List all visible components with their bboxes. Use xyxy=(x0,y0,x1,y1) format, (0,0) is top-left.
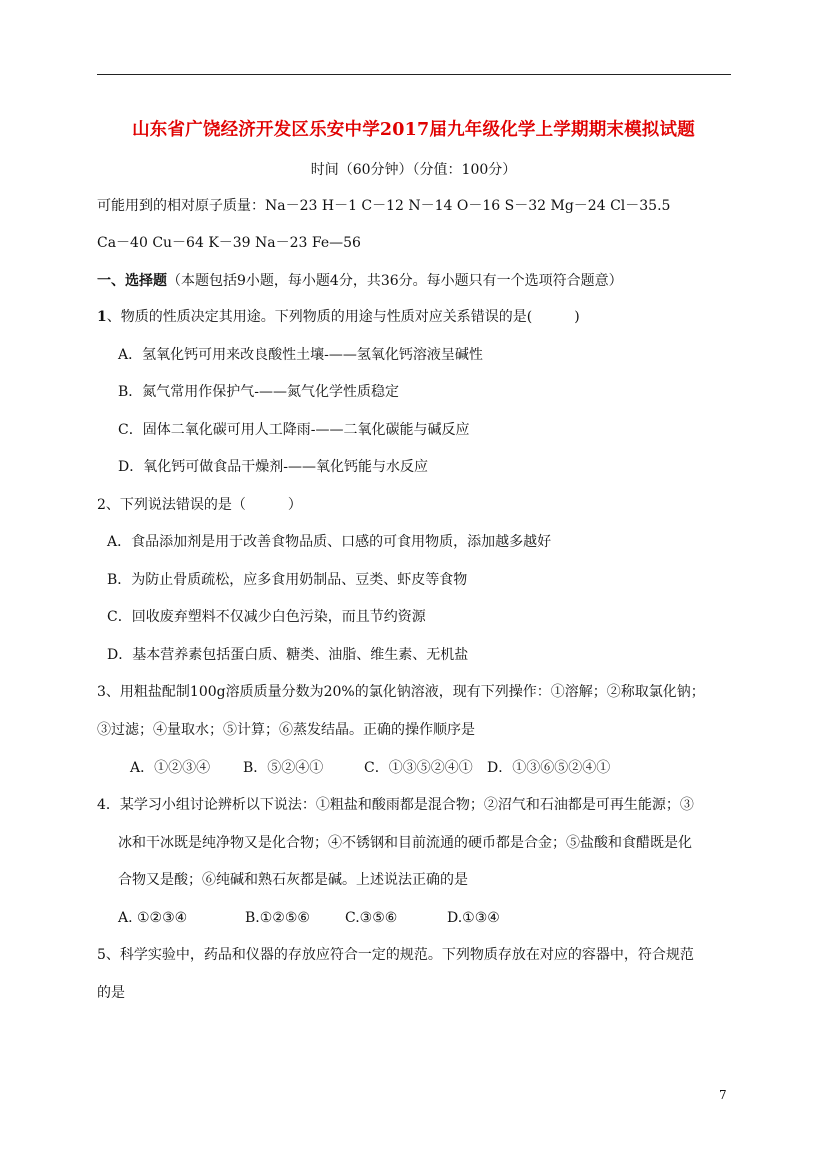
q4-stem-line-1: 4．某学习小组讨论辨析以下说法：①粗盐和酸雨都是混合物；②沼气和石油都是可再生能源；③ xyxy=(97,797,694,813)
q1-number: 1 xyxy=(97,309,107,325)
q3-stem-line-1: 3、用粗盐配制100g溶质质量分数为20%的氯化钠溶液，现有下列操作：①溶解；②称取氯化钠； xyxy=(97,684,705,700)
q5-stem-line-1: 5、科学实验中，药品和仪器的存放应符合一定的规范。下列物质存放在对应的容器中，符合规范 xyxy=(97,947,694,963)
q1-option-c: C．固体二氧化碳可用人工降雨-——二氧化碳能与碱反应 xyxy=(118,422,470,438)
q2-stem: 2、下列说法错误的是（ ） xyxy=(97,497,302,513)
q1-stem-text: 、物质的性质决定其用途。下列物质的用途与性质对应关系错误的是( ) xyxy=(106,309,580,325)
q3-option-c: C．①③⑤②④① xyxy=(364,760,473,776)
atomic-mass-line-1: 可能用到的相对原子质量：Na－23 H－1 C－12 N－14 O－16 S－32 Mg－24 Cl－35.5 xyxy=(97,198,671,214)
q2-option-d: D．基本营养素包括蛋白质、糖类、油脂、维生素、无机盐 xyxy=(107,647,469,663)
q3-option-d: D．①③⑥⑤②④① xyxy=(487,760,611,776)
q5-stem-line-2: 的是 xyxy=(97,985,125,1001)
exam-subtitle: 时间（60分钟）（分值：100分） xyxy=(310,162,517,178)
q4-option-d: D.①③④ xyxy=(447,910,500,926)
page-number: 7 xyxy=(719,1088,727,1102)
section-heading-note: （本题包括9小题，每小题4分，共36分。每小题只有一个选项符合题意） xyxy=(167,273,623,289)
q2-option-a: A．食品添加剂是用于改善食物品质、口感的可食用物质，添加越多越好 xyxy=(107,534,552,550)
header-rule xyxy=(97,74,731,75)
q2-option-c: C．回收废弃塑料不仅减少白色污染，而且节约资源 xyxy=(107,609,426,625)
section-heading-label: 一、选择题 xyxy=(97,273,167,289)
q3-stem-line-2: ③过滤；④量取水；⑤计算；⑥蒸发结晶。正确的操作顺序是 xyxy=(97,722,475,738)
q3-option-b: B．⑤②④① xyxy=(243,760,324,776)
q1-option-d: D．氧化钙可做食品干燥剂-——氧化钙能与水反应 xyxy=(118,459,428,475)
exam-title: 山东省广饶经济开发区乐安中学2017届九年级化学上学期期末模拟试题 xyxy=(132,120,695,140)
q4-stem-line-3: 合物又是酸；⑥纯碱和熟石灰都是碱。上述说法正确的是 xyxy=(118,872,468,888)
q1-option-a: A．氢氧化钙可用来改良酸性土壤-——氢氧化钙溶液呈碱性 xyxy=(118,347,483,363)
q4-option-b: B.①②⑤⑥ xyxy=(245,910,310,926)
atomic-mass-line-2: Ca－40 Cu－64 K－39 Na－23 Fe—56 xyxy=(97,235,361,251)
section-heading xyxy=(97,271,623,291)
q1-option-b: B．氮气常用作保护气-——氮气化学性质稳定 xyxy=(118,384,400,400)
q3-option-a: A．①②③④ xyxy=(130,760,211,776)
q1-stem xyxy=(97,307,580,327)
q4-option-a: A. ①②③④ xyxy=(118,910,188,926)
q4-option-c: C.③⑤⑥ xyxy=(345,910,398,926)
q2-option-b: B．为防止骨质疏松，应多食用奶制品、豆类、虾皮等食物 xyxy=(107,572,468,588)
q4-stem-line-2: 冰和干冰既是纯净物又是化合物；④不锈钢和目前流通的硬币都是合金；⑤盐酸和食醋既是化 xyxy=(118,835,692,851)
